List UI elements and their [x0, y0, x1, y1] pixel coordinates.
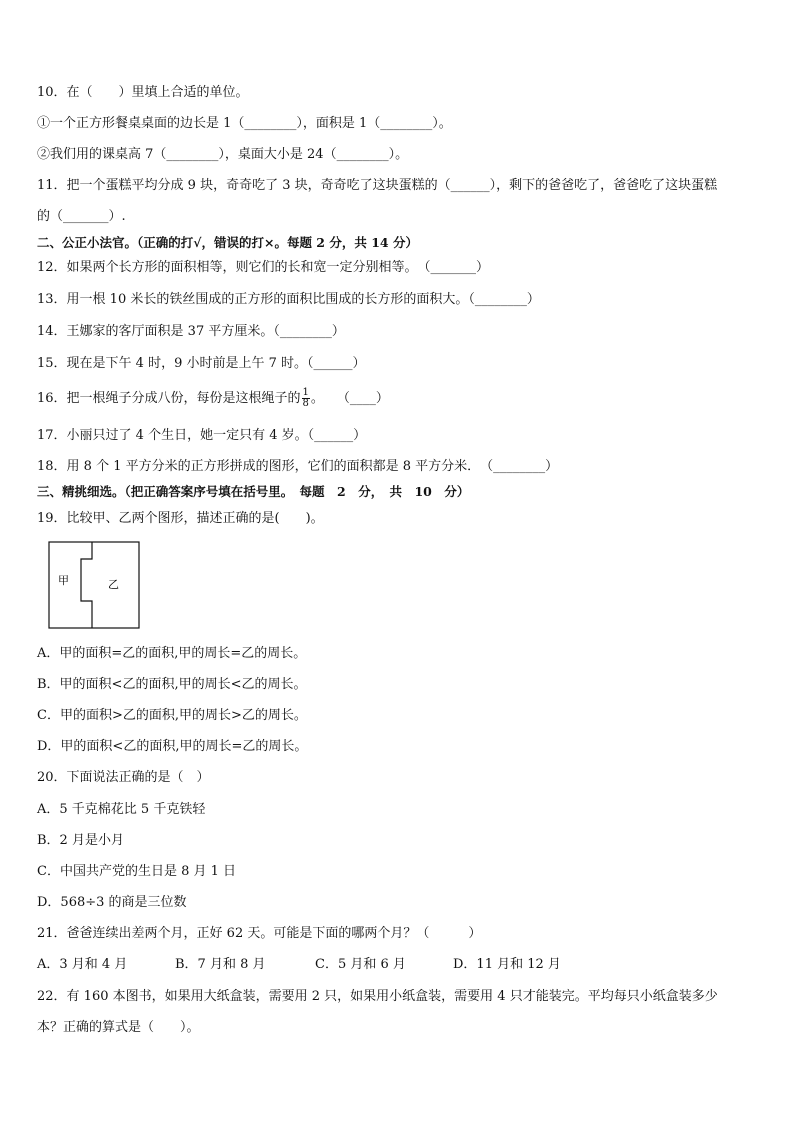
label-yi: 乙: [108, 578, 119, 591]
dividing-line: [81, 542, 92, 628]
q22-line2: 本？正确的算式是（ ）。: [37, 1020, 200, 1035]
q19-option-d: D．甲的面积<乙的面积,甲的周长=乙的周长。: [37, 739, 308, 754]
shape-comparison-diagram: [48, 541, 140, 629]
q15: 15．现在是下午 4 时，9 小时前是上午 7 时。（______）: [37, 356, 366, 371]
q12: 12．如果两个长方形的面积相等，则它们的长和宽一定分别相等。 （_______）: [37, 260, 490, 275]
q20-option-d: D．568÷3 的商是三位数: [37, 895, 187, 910]
q19-option-b: B．甲的面积<乙的面积,甲的周长<乙的周长。: [37, 677, 307, 692]
q10-stem: 10．在（ ）里填上合适的单位。: [37, 85, 249, 100]
q20-option-c: C．中国共产党的生日是 8 月 1 日: [37, 864, 237, 879]
q10-sub2: ②我们用的课桌高 7（________），桌面大小是 24（________）。: [37, 147, 409, 162]
q21-option-b: B．7 月和 8 月: [175, 957, 266, 972]
q20-stem: 20．下面说法正确的是（ ）: [37, 770, 210, 785]
section3-title: 三、精挑细选。（把正确答案序号填在括号里。 每题 2 分， 共 10 分）: [37, 484, 470, 499]
q16-after: 。 （____）: [310, 391, 389, 406]
fraction-denominator: 8: [302, 398, 309, 409]
q19-figure: [48, 541, 140, 629]
q10-sub1: ①一个正方形餐桌桌面的边长是 1（________），面积是 1（________）。: [37, 116, 452, 131]
q21-option-a: A．3 月和 4 月: [37, 957, 128, 972]
q20-option-b: B．2 月是小月: [37, 833, 124, 848]
q13: 13．用一根 10 米长的铁丝围成的正方形的面积比围成的长方形的面积大。（________）: [37, 292, 540, 307]
q21-stem: 21．爸爸连续出差两个月，正好 62 天。可能是下面的哪两个月？（ ）: [37, 926, 482, 941]
q11-line1: 11．把一个蛋糕平均分成 9 块，奇奇吃了 3 块，奇奇吃了这块蛋糕的（______），剩下的爸爸吃了，爸爸吃了这块蛋糕: [37, 178, 718, 193]
q19-option-a: A．甲的面积=乙的面积,甲的周长=乙的周长。: [37, 646, 307, 661]
fraction-numerator: 1: [302, 387, 309, 398]
q19-stem: 19．比较甲、乙两个图形，描述正确的是( )。: [37, 511, 324, 526]
q19-option-c: C．甲的面积>乙的面积,甲的周长>乙的周长。: [37, 708, 307, 723]
q21-options: [37, 956, 774, 974]
label-jia: 甲: [58, 574, 69, 587]
q21-option-c: C．5 月和 6 月: [315, 957, 406, 972]
q22-line1: 22．有 160 本图书，如果用大纸盒装，需要用 2 只，如果用小纸盒装，需要用 4 只才能装完。平均每只小纸盒装多少: [37, 989, 718, 1004]
q11-line2: 的（_______）.: [37, 209, 126, 224]
q14: 14．王娜家的客厅面积是 37 平方厘米。（________）: [37, 324, 345, 339]
q20-option-a: A．5 千克棉花比 5 千克铁轻: [37, 802, 206, 817]
q17: 17．小丽只过了 4 个生日，她一定只有 4 岁。（______）: [37, 428, 367, 443]
fraction: [302, 388, 310, 409]
q21-option-d: D．11 月和 12 月: [453, 957, 561, 972]
q16-before: 16．把一根绳子分成八份，每份是这根绳子的: [37, 391, 301, 406]
q18: 18．用 8 个 1 平方分米的正方形拼成的图形，它们的面积都是 8 平方分米． （________）: [37, 459, 559, 474]
q16: [37, 387, 774, 411]
section2-title: 二、公正小法官。（正确的打√，错误的打×。每题 2 分，共 14 分）: [37, 235, 418, 250]
